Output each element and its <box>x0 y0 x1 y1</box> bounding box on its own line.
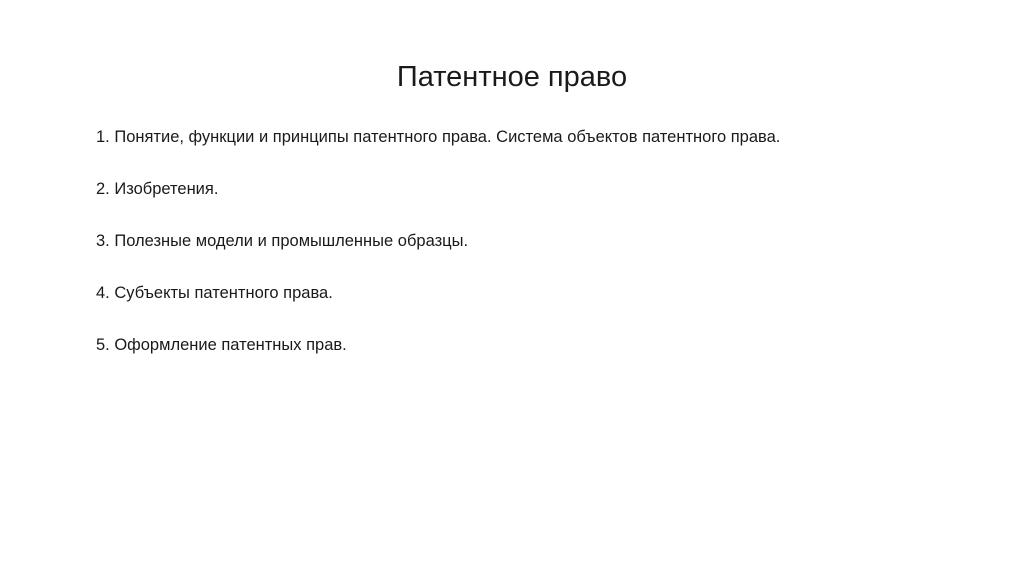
list-item: 2. Изобретения. <box>96 180 219 198</box>
list-item: 4. Субъекты патентного права. <box>96 284 333 302</box>
topic-list <box>96 124 976 384</box>
list-item: 5. Оформление патентных прав. <box>96 336 347 354</box>
list-item: 3. Полезные модели и промышленные образцы. <box>96 232 469 250</box>
list-item: 1. Понятие, функции и принципы патентного права. Система объектов патентного права. <box>96 128 781 146</box>
slide-title: Патентное право <box>396 61 628 93</box>
